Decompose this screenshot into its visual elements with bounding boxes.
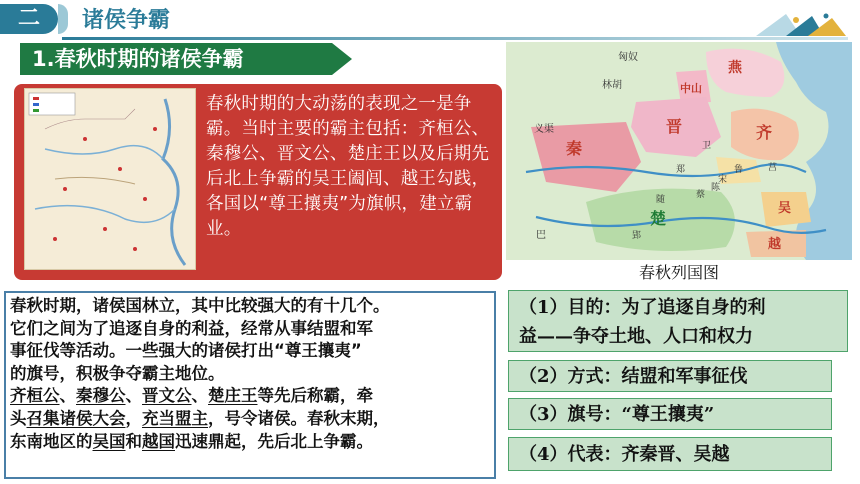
map-label-ba: 巴	[536, 230, 546, 241]
map-label-wei: 卫	[702, 141, 712, 151]
map-label-ying: 郢	[632, 231, 642, 241]
underlined-name: 越国	[142, 431, 175, 451]
text-line	[10, 385, 490, 408]
underlined-name: 楚庄王	[208, 386, 258, 406]
header-divider	[62, 37, 848, 40]
text-fragment: 东南地区的	[10, 431, 93, 451]
intro-paragraph: 春秋时期的大动荡的表现之一是争霸。当时主要的霸主包括：齐桓公、秦穆公、晋文公、楚庄王以及后期先后北上争霸的吴王阖闾、越王勾践，各国以“尊王攘夷”为旗帜，建立霸业。	[206, 94, 490, 239]
map-label-chu: 楚	[650, 209, 667, 228]
map-label-sui: 随	[656, 195, 666, 205]
text-fragment: 迅速鼎起，先后北上争霸。	[175, 431, 373, 451]
text-fragment: 、	[191, 386, 208, 406]
map-label-ju: 莒	[768, 163, 778, 173]
spring-autumn-states-map	[506, 42, 852, 260]
point-purpose-line1: （1）目的：为了追逐自身的利	[519, 297, 766, 318]
slide-title: 诸侯争霸	[82, 8, 171, 33]
underlined-name: 吴国	[92, 431, 126, 451]
map-label-yue: 越	[768, 237, 782, 252]
map-label-zhongshan: 中山	[680, 82, 702, 95]
text-fragment: 和	[125, 431, 142, 451]
text-fragment: 、	[59, 386, 76, 406]
map-label-xiongnu: 匈奴	[618, 52, 638, 63]
map-label-chen: 陈	[711, 183, 721, 193]
point-method: （2）方式：结盟和军事征伐	[508, 360, 832, 392]
point-banner: （3）旗号：“尊王攘夷”	[508, 398, 832, 430]
text-fragment: 等先后称霸，牵	[257, 386, 373, 406]
map-label-jin: 晋	[666, 117, 683, 136]
text-line: 的旗号，积极争夺霸主地位。	[10, 363, 225, 383]
slide-header	[0, 0, 860, 40]
map-label-yiqu: 义渠	[534, 124, 554, 135]
underlined-phrase: 充当盟主	[142, 408, 208, 428]
main-text-box	[4, 291, 496, 479]
text-line: 事征伐等活动。一些强大的诸侯打出“尊王攘夷”	[10, 341, 362, 361]
text-fragment: ，号令诸侯。春秋末期，	[208, 408, 390, 428]
header-decoration	[746, 12, 846, 36]
map-label-qi: 齐	[756, 123, 773, 142]
section-number-badge: 二	[0, 4, 58, 34]
text-line: 春秋时期，诸侯国林立，其中比较强大的有十几个。	[10, 296, 390, 315]
underlined-name: 秦穆公	[76, 386, 126, 406]
map-label-wu: 吴	[778, 201, 792, 216]
map-label-zheng: 郑	[676, 165, 686, 175]
text-line	[10, 408, 490, 431]
map-label-cai: 蔡	[696, 190, 706, 200]
text-fragment: ，	[125, 408, 142, 428]
section-heading: 1.春秋时期的诸侯争霸	[20, 43, 332, 75]
text-fragment: 头	[10, 408, 27, 428]
underlined-phrase: 召集诸侯大会	[26, 408, 126, 428]
text-fragment: 、	[125, 386, 142, 406]
map-label-lu: 鲁	[734, 165, 744, 175]
point-purpose-line2: 益——争夺土地、人口和权力	[519, 326, 753, 347]
point-representatives: （4）代表：齐秦晋、吴越	[508, 437, 832, 471]
underlined-name: 齐桓公	[10, 386, 60, 406]
map-caption: 春秋列国图	[638, 263, 719, 282]
text-line	[10, 431, 490, 454]
text-line: 它们之间为了追逐自身的利益，经常从事结盟和军	[10, 318, 373, 338]
map-label-song: 宋	[718, 175, 728, 185]
mini-historical-map	[24, 88, 196, 270]
point-purpose	[508, 290, 848, 352]
underlined-name: 晋文公	[142, 386, 192, 406]
map-label-qin: 秦	[566, 139, 583, 158]
map-label-linhu: 林胡	[602, 80, 622, 91]
map-label-yan: 燕	[728, 60, 742, 76]
